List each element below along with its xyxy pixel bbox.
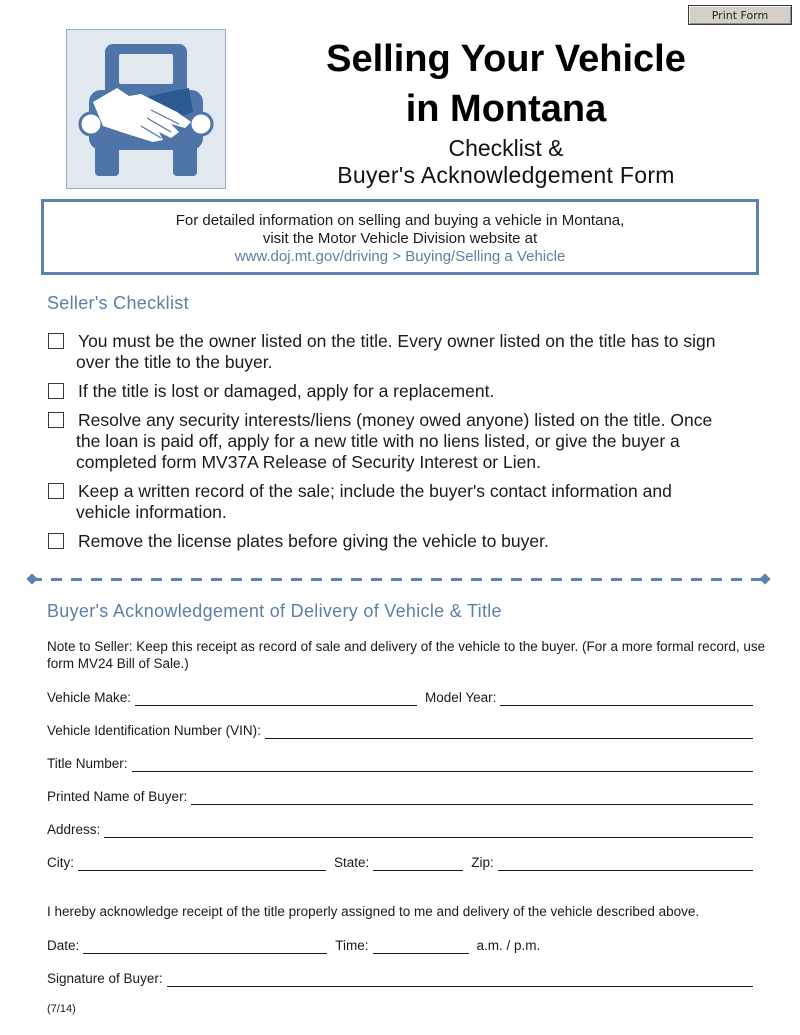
model-year-field[interactable] xyxy=(500,690,753,706)
address-row xyxy=(47,818,753,838)
vin-field[interactable] xyxy=(265,723,753,739)
model-year-label: Model Year: xyxy=(425,690,497,705)
divider-end-diamond xyxy=(759,573,770,584)
checkbox[interactable] xyxy=(48,333,64,349)
vehicle-make-row xyxy=(47,686,753,706)
address-field[interactable] xyxy=(104,822,753,838)
zip-field[interactable] xyxy=(498,855,753,871)
checklist-text: vehicle information. xyxy=(76,502,227,522)
checklist-item-plates xyxy=(48,531,760,552)
subtitle-line2: Buyer's Acknowledgement Form xyxy=(337,162,675,188)
print-form-button[interactable]: Print Form xyxy=(688,5,792,25)
checklist-item-liens xyxy=(48,410,760,473)
checklist-item-owner xyxy=(48,331,760,373)
mvd-website-link[interactable]: www.doj.mt.gov/driving > Buying/Selling a Vehicle xyxy=(234,248,566,265)
sellers-checklist-heading: Seller's Checklist xyxy=(47,293,189,313)
page-title-line1: Selling Your Vehicle xyxy=(326,38,686,80)
checklist-text: the loan is paid off, apply for a new title with no liens listed, or give the buyer a xyxy=(76,431,680,451)
checklist-item-record xyxy=(48,481,760,523)
vin-row xyxy=(47,719,753,739)
checklist-text: completed form MV37A Release of Security Interest or Lien. xyxy=(76,452,541,472)
checklist-text: If the title is lost or damaged, apply for a replacement. xyxy=(78,381,495,401)
info-line1: For detailed information on selling and buying a vehicle in Montana, xyxy=(175,212,625,229)
checkbox[interactable] xyxy=(48,383,64,399)
title-number-label: Title Number: xyxy=(47,756,128,771)
vehicle-make-field[interactable] xyxy=(135,690,417,706)
info-line2: visit the Motor Vehicle Division website at xyxy=(262,230,538,247)
checklist-text: You must be the owner listed on the title. Every owner listed on the title has to sign xyxy=(78,331,716,351)
revision-date: (7/14) xyxy=(47,1003,76,1015)
car-handshake-icon xyxy=(66,29,226,189)
buyer-name-field[interactable] xyxy=(191,789,753,805)
title-number-row xyxy=(47,752,753,772)
vin-label: Vehicle Identification Number (VIN): xyxy=(47,723,261,738)
subtitle-line1: Checklist & xyxy=(448,135,564,161)
checkbox[interactable] xyxy=(48,412,64,428)
date-time-row xyxy=(47,934,753,954)
buyers-ack-heading: Buyer's Acknowledgement of Delivery of Vehicle & Title xyxy=(47,601,502,621)
vehicle-make-label: Vehicle Make: xyxy=(47,690,132,705)
time-field[interactable] xyxy=(373,938,469,954)
am-pm-label: a.m. / p.m. xyxy=(476,938,541,953)
title-number-field[interactable] xyxy=(132,756,753,772)
state-label: State: xyxy=(334,855,370,870)
zip-label: Zip: xyxy=(471,855,494,870)
note-to-seller: Note to Seller: Keep this receipt as record of sale and delivery of the vehicle to the buyer. (For a more formal record, use form MV24 Bill of Sale.) xyxy=(47,639,766,671)
buyer-name-row xyxy=(47,785,753,805)
checkbox[interactable] xyxy=(48,483,64,499)
date-field[interactable] xyxy=(83,938,327,954)
signature-label: Signature of Buyer: xyxy=(47,971,163,986)
city-label: City: xyxy=(47,855,74,870)
checklist-text: Keep a written record of the sale; include the buyer's contact information and xyxy=(78,481,672,501)
checklist-text: Remove the license plates before giving the vehicle to buyer. xyxy=(78,531,549,551)
city-state-zip-row xyxy=(47,851,753,871)
buyer-name-label: Printed Name of Buyer: xyxy=(47,789,188,804)
checklist-text: Resolve any security interests/liens (money owed anyone) listed on the title. Once xyxy=(78,410,713,430)
state-field[interactable] xyxy=(373,855,463,871)
checklist-item-lost-title xyxy=(48,381,760,402)
page-title-line2: in Montana xyxy=(405,88,607,130)
signature-field[interactable] xyxy=(167,971,753,987)
acknowledgement-statement: I hereby acknowledge receipt of the title properly assigned to me and delivery of the vehicle described above. xyxy=(47,904,700,919)
time-label: Time: xyxy=(335,938,369,953)
address-label: Address: xyxy=(47,822,101,837)
cut-line-divider xyxy=(31,578,765,581)
date-label: Date: xyxy=(47,938,80,953)
signature-row xyxy=(47,967,753,987)
info-box xyxy=(41,199,759,275)
city-field[interactable] xyxy=(78,855,326,871)
checklist-text: over the title to the buyer. xyxy=(76,352,273,372)
checkbox[interactable] xyxy=(48,533,64,549)
